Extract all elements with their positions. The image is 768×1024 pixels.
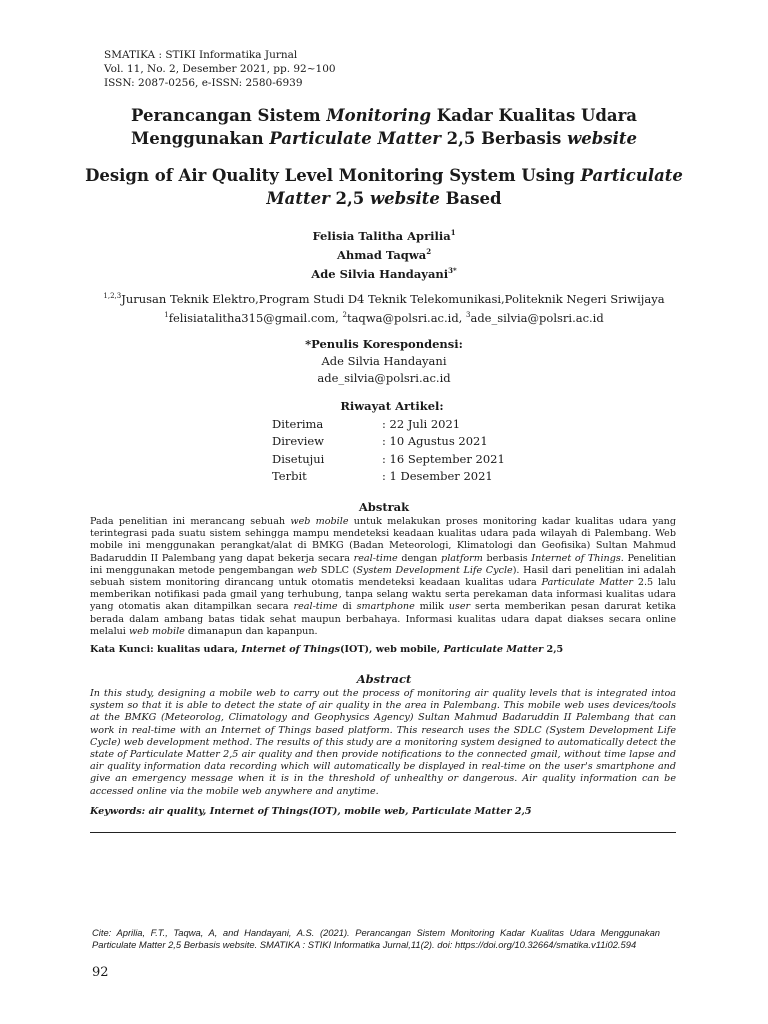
keywords: Keywords: air quality, Internet of Things(IOT), mobile web, Particulate Matter 2,5 — [90, 806, 532, 817]
author: Ahmad Taqwa$^2$ — [336, 246, 432, 262]
history-row: Disetujui : 16 September 2021 — [272, 451, 505, 466]
journal-name: SMATIKA : STIKI Informatika Jurnal — [104, 49, 298, 61]
divider — [90, 832, 676, 833]
abstract-heading: Abstract — [356, 672, 412, 686]
author: Felisia Talitha Aprilia$^1$ — [312, 228, 456, 243]
author-list — [0, 225, 768, 281]
abstrak-heading: Abstrak — [358, 500, 410, 514]
history-row: Direview : 10 Agustus 2021 — [272, 434, 488, 448]
history-row: Terbit : 1 Desember 2021 — [272, 469, 493, 483]
affiliation: $^{1,2,3}$Jurusan Teknik Elektro,Program Studi D4 Teknik Telekomunikasi,Politeknik Negeri Sriwijaya $^1$felisiatalitha315@gmail.com, $^2$taqwa@polsri.ac.id, $^3$ade_silvia@polsri.ac.id — [0, 288, 768, 326]
journal-header — [104, 48, 336, 90]
citation: Cite: Aprilia, F.T., Taqwa, A, and Handayani, A.S. (2021). Perancangan Sistem Monitoring Kadar Kualitas Udara Menggunakan Particulate Matter 2,5 Berbasis website. SMATIKA : STIKI Informatika Jurnal,11(2). doi: https://doi.org/10.32664/smatika.v11i02.594 — [92, 927, 660, 950]
journal-volume: Vol. 11, No. 2, Desember 2021, pp. 92~100 — [104, 63, 336, 75]
page-number: 92 — [92, 965, 109, 980]
title-english: Design of Air Quality Level Monitoring System Using Particulate Matter 2,5 website Based — [85, 166, 683, 208]
corresponding-email: ade_silvia@polsri.ac.id — [317, 371, 451, 385]
article-history: Riwayat Artikel: Diterima : 22 Juli 2021 Direview : 10 Agustus 2021 Disetujui : 16 September 2021 Terbit : 1 Desember 2021 — [272, 398, 512, 486]
author-emails: $^1$felisiatalitha315@gmail.com, $^2$taqwa@polsri.ac.id, $^3$ade_silvia@polsri.ac.id — [164, 310, 604, 325]
journal-issn: ISSN: 2087-0256, e-ISSN: 2580-6939 — [104, 77, 303, 89]
title-indonesian: Perancangan Sistem Monitoring Kadar Kualitas Udara Menggunakan Particulate Matter 2,5 Berbasis website — [131, 106, 637, 148]
kata-kunci: Kata Kunci: kualitas udara, Internet of Things(IOT), web mobile, Particulate Matter 2,5 — [90, 644, 564, 655]
author: Ade Silvia Handayani$^{3*}$ — [311, 265, 457, 281]
history-row: Diterima : 22 Juli 2021 — [272, 416, 461, 431]
corresponding-author: *Penulis Korespondensi: Ade Silvia Handayani ade_silvia@polsri.ac.id — [0, 336, 768, 387]
abstract-body: In this study, designing a mobile web to carry out the process of monitoring air quality levels that is integrated intoa system so that it is able to detect the state of air quality in the area in Palembang. This mobile web uses devices/tools at the BMKG (Meteorolog, Climatology and Geophysics Agency) Sultan Mahmud Badaruddin II Palembang that can work in real-time with an Internet of Things based platform. This research uses the SDLC (System Development Life Cycle) web development method. The results of this study are a monitoring system designed to automatically detect the state of Particulate Matter 2,5 air quality and then provide notifications to the connected gmail, without time lapse and air quality information data recording which will automatically be displayed in real-time on the user's smartphone and give an emergency message when it is in the threshold of unhealthy or dangerous. Air quality information can be accessed online via the mobile web anywhere and anytime. — [90, 688, 676, 797]
abstrak-body: Pada penelitian ini merancang sebuah web mobile untuk melakukan proses monitoring kadar kualitas udara yang terintegrasi pada suatu sistem sehingga mampu mendeteksi keadaan kualitas udara pada wilayah di Palembang. Web mobile ini menggunakan perangkat/alat di BMKG (Badan Meteorologi, Klimatologi dan Geofisika) Sultan Mahmud Badaruddin II Palembang yang dapat bekerja secara real-time dengan platform berbasis Internet of Things. Penelitian ini menggunakan metode pengembangan web SDLC (System Development Life Cycle). Hasil dari penelitian ini adalah sebuah sistem monitoring dirancang untuk otomatis mendeteksi keadaan kualitas udara Particulate Matter 2.5 lalu memberikan notifikasi pada gmail yang terhubung, tanpa selang waktu serta perekaman data informasi kualitas udara yang otomatis akan ditampilkan secara real-time di smartphone milik user serta memberikan pesan darurat ketika berada dalam ambang batas tidak sehat maupun berbahaya. Informasi kualitas udara dapat diakses secara online melalui web mobile dimanapun dan kapanpun. — [90, 516, 677, 637]
